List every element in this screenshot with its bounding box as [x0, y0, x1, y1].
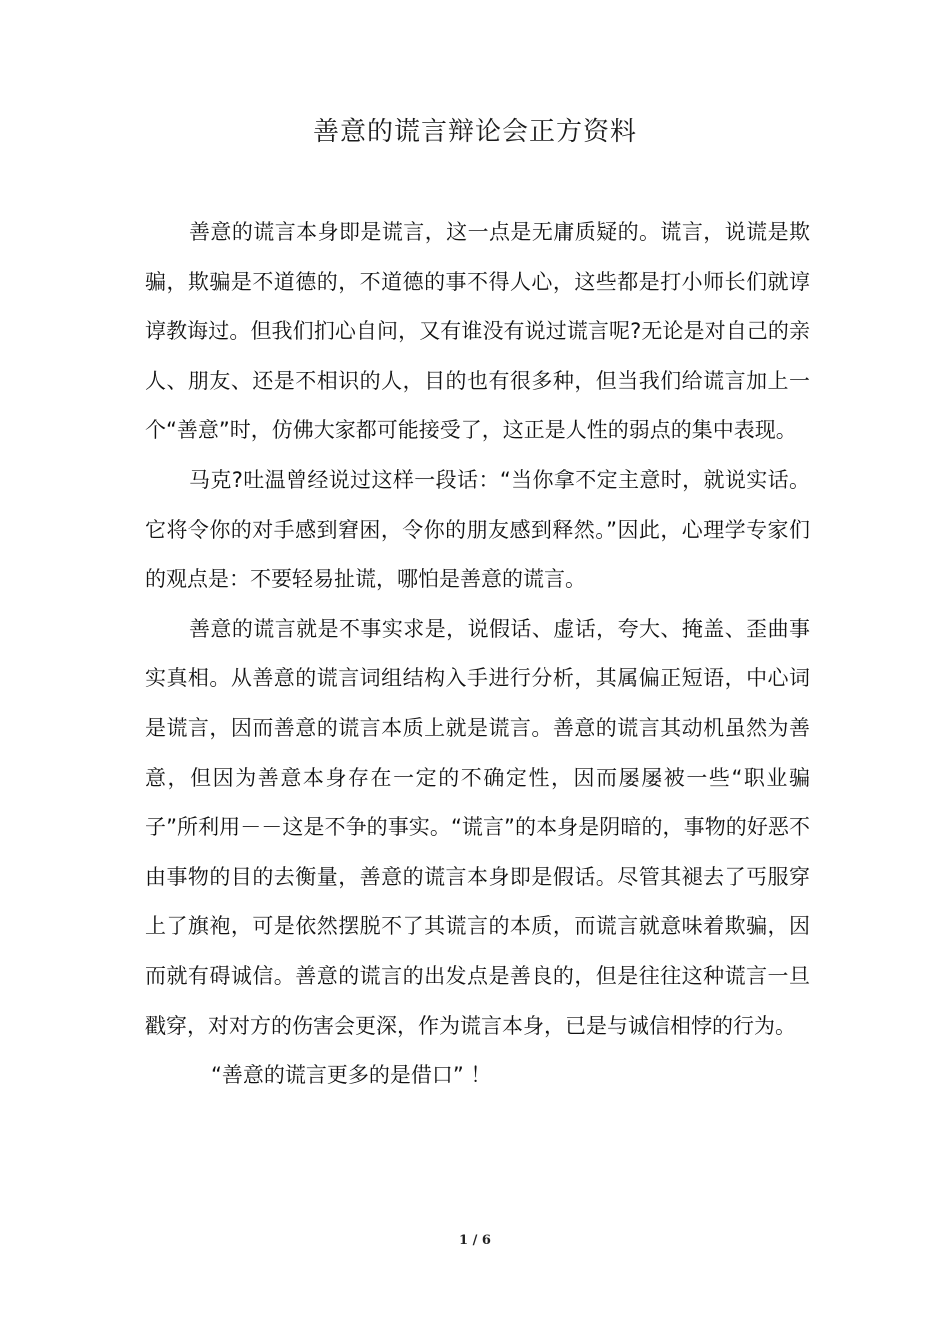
paragraph-1: 善意的谎言本身即是谎言，这一点是无庸质疑的。谎言，说谎是欺骗，欺骗是不道德的，不道德的事不得人心，这些都是打小师长们就谆谆教诲过。但我们扪心自问，又有谁没有说过谎言呢?无论是对自己的亲人、朋友、还是不相识的人，目的也有很多种，但当我们给谎言加上一个“善意”时，仿佛大家都可能接受了，这正是人性的弱点的集中表现。: [145, 220, 810, 443]
paragraph-2: 马克?吐温曾经说过这样一段话：“当你拿不定主意时，就说实话。它将令你的对手感到窘困，令你的朋友感到释然。”因此，心理学专家们的观点是：不要轻易扯谎，哪怕是善意的谎言。: [145, 467, 810, 592]
document-body: [145, 208, 810, 1101]
page-number: 1 / 6: [459, 1233, 491, 1248]
document-title: 善意的谎言辩论会正方资料: [312, 117, 637, 147]
paragraph-3: 善意的谎言就是不事实求是，说假话、虚话，夸大、掩盖、歪曲事实真相。从善意的谎言词组结构入手进行分析，其属偏正短语，中心词是谎言，因而善意的谎言本质上就是谎言。善意的谎言其动机虽然为善意，但因为善意本身存在一定的不确定性，因而屡屡被一些“职业骗子”所利用－－这是不争的事实。“谎言”的本身是阴暗的，事物的好恶不由事物的目的去衡量，善意的谎言本身即是假话。尽管其褪去了丐服穿上了旗袍，可是依然摆脱不了其谎言的本质，而谎言就意味着欺骗，因而就有碍诚信。善意的谎言的出发点是善良的，但是往往这种谎言一旦戳穿，对对方的伤害会更深，作为谎言本身，已是与诚信相悖的行为。: [145, 616, 810, 1038]
paragraph-4: “善意的谎言更多的是借口” ！: [211, 1063, 492, 1088]
